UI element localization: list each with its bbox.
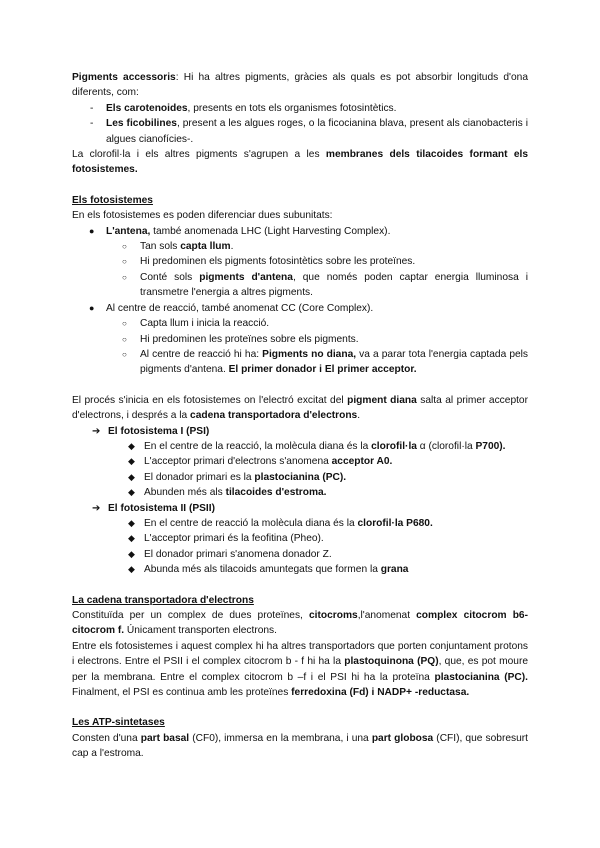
circle-marker: ○ bbox=[122, 334, 127, 344]
circle-marker: ○ bbox=[122, 319, 127, 329]
text: Hi predominen els pigments fotosintètics sobre les proteïnes. bbox=[140, 256, 416, 268]
sublist-item bbox=[108, 470, 528, 485]
text: , que, es pot moure per la membrana. Entre el complex citocrom b –f i el PSI hi ha la proteïna bbox=[72, 656, 528, 683]
text: Al centre de reacció hi ha: bbox=[140, 348, 263, 360]
text: (CF0), immersa en la membrana, i una bbox=[189, 732, 372, 744]
text: Finalment, el PSI es continua amb les proteïnes bbox=[72, 687, 292, 699]
sublist-item bbox=[106, 270, 528, 301]
arrow-icon: ➔ bbox=[92, 425, 101, 437]
text: El donador primari s'anomena donador Z. bbox=[144, 548, 332, 560]
circle-marker: ○ bbox=[122, 349, 127, 359]
subunitats-list bbox=[72, 224, 528, 378]
term: plastocianina (PC). bbox=[434, 671, 528, 683]
term-pigments-accessoris: Pigments accessoris bbox=[72, 72, 176, 83]
list-item bbox=[72, 101, 528, 116]
list-item-psii bbox=[72, 501, 528, 578]
text: , present a les algues roges, o la ficocianina blava, present als cianobacteris i algues cianofícies-. bbox=[106, 118, 528, 145]
diamond-icon: ◆ bbox=[128, 548, 135, 559]
term: Pigments no diana, bbox=[262, 348, 357, 360]
text: Conté sols bbox=[140, 271, 200, 283]
term: Les ficobilines bbox=[106, 118, 177, 130]
circle-marker: ○ bbox=[122, 242, 127, 252]
sublist-item bbox=[106, 332, 528, 347]
term: plastocianina (PC). bbox=[254, 471, 347, 483]
proces-paragraph bbox=[72, 393, 528, 424]
psi-sublist bbox=[108, 439, 528, 501]
text: L'acceptor primari és la feofitina (Pheo). bbox=[144, 533, 324, 545]
diamond-icon: ◆ bbox=[128, 517, 135, 528]
list-item-psi bbox=[72, 424, 528, 501]
bullet-marker: ● bbox=[89, 225, 95, 236]
term: L'antena, bbox=[106, 225, 151, 237]
sublist-item bbox=[108, 454, 528, 469]
text: Abunden més als bbox=[144, 487, 226, 499]
term: grana bbox=[380, 564, 409, 576]
diamond-icon: ◆ bbox=[128, 487, 135, 498]
list-item bbox=[72, 116, 528, 147]
term: P700). bbox=[475, 440, 506, 452]
text: (CFI), que sobresurt cap a l'estroma. bbox=[72, 732, 528, 760]
term: complex citocrom b6-citocrom f. bbox=[72, 610, 528, 637]
bullet-marker: ● bbox=[89, 302, 95, 313]
term: pigment diana bbox=[347, 394, 417, 406]
term: pigments d'antena bbox=[199, 271, 293, 283]
sublist-item bbox=[106, 316, 528, 331]
term: Els carotenoides bbox=[106, 102, 188, 114]
text: Únicament transporten electrons. bbox=[124, 625, 277, 637]
circle-marker: ○ bbox=[122, 257, 127, 267]
paragraph bbox=[72, 608, 528, 639]
arrow-icon: ➔ bbox=[92, 502, 101, 514]
page-content bbox=[72, 70, 528, 762]
text: ,l'anomenat bbox=[357, 610, 417, 621]
centre-sublist bbox=[106, 316, 528, 378]
text: Tan sols bbox=[140, 241, 181, 253]
sublist-item bbox=[106, 347, 528, 378]
text: Entre els fotosistemes i aquest complex hi ha altres transportadors que porten conjuntament protons i electrons. Entre el PSII i el complex citocrom b - f hi ha la bbox=[72, 640, 528, 668]
diamond-icon: ◆ bbox=[128, 564, 135, 575]
term: clorofil·la P680. bbox=[357, 517, 433, 529]
term: tilacoides d'estroma. bbox=[225, 487, 327, 499]
text: En el centre de reacció la molècula diana és la bbox=[144, 517, 358, 529]
term: part globosa bbox=[371, 732, 434, 744]
text: Capta llum i inicia la reacció. bbox=[140, 318, 270, 330]
term: cadena transportadora d'electrons bbox=[190, 410, 358, 422]
diamond-icon: ◆ bbox=[128, 471, 135, 482]
psii-sublist bbox=[108, 516, 528, 578]
term: clorofil·la bbox=[371, 440, 417, 452]
term: citocroms bbox=[308, 610, 358, 621]
sublist-item bbox=[106, 239, 528, 254]
sublist-item bbox=[108, 562, 528, 577]
sublist-item bbox=[108, 516, 528, 531]
sublist-item bbox=[108, 547, 528, 562]
section-heading: Les ATP-sintetases bbox=[72, 717, 165, 729]
fotosistemes-list bbox=[72, 424, 528, 578]
text: Hi predominen les proteïnes sobre els pigments. bbox=[140, 333, 359, 345]
membranes-paragraph bbox=[72, 147, 528, 178]
term: El fotosistema I (PSI) bbox=[108, 425, 210, 437]
term: membranes dels tilacoides formant els fotosistemes. bbox=[72, 149, 528, 176]
section-heading: Els fotosistemes bbox=[72, 194, 153, 206]
sublist-item bbox=[108, 531, 528, 546]
paragraph: En els fotosistemes es poden diferenciar dues subunitats: bbox=[72, 210, 333, 222]
sublist-item bbox=[108, 485, 528, 500]
text: α (clorofil·la bbox=[416, 440, 476, 452]
term: acceptor A0. bbox=[331, 456, 393, 468]
antena-sublist bbox=[106, 239, 528, 301]
text: : Hi ha altres pigments, gràcies als quals es pot absorbir longituds d'ona diferents, com: bbox=[72, 72, 528, 99]
text: El donador primari es la bbox=[144, 471, 255, 483]
circle-marker: ○ bbox=[122, 272, 127, 282]
term: El primer donador i El primer acceptor. bbox=[228, 364, 417, 376]
text: L'acceptor primari d'electrons s'anomena bbox=[144, 456, 332, 468]
text: , presents en tots els organismes fotosintètics. bbox=[187, 102, 397, 114]
text: . bbox=[357, 410, 361, 422]
section-heading: La cadena transportadora d'electrons bbox=[72, 594, 254, 606]
dash-marker: - bbox=[90, 118, 94, 130]
paragraph bbox=[72, 639, 528, 701]
text: El procés s'inicia en els fotosistemes on l'electró excitat del bbox=[72, 394, 348, 406]
dash-marker: - bbox=[90, 102, 94, 114]
text: Al centre de reacció, també anomenat CC (Core Complex). bbox=[106, 302, 374, 314]
pigments-accessoris-paragraph bbox=[72, 70, 528, 101]
diamond-icon: ◆ bbox=[128, 440, 135, 451]
term: El fotosistema II (PSII) bbox=[108, 502, 215, 514]
term: ferredoxina (Fd) i NADP+ -reductasa. bbox=[291, 687, 470, 699]
list-item-antena bbox=[72, 224, 528, 301]
term: capta llum bbox=[180, 241, 231, 253]
text: salta al primer acceptor d'electrons, i després a la bbox=[72, 394, 528, 422]
diamond-icon: ◆ bbox=[128, 533, 135, 544]
list-item-centre bbox=[72, 301, 528, 378]
text: també anomenada LHC (Light Harvesting Complex). bbox=[150, 225, 391, 237]
text: La clorofil·la i els altres pigments s'agrupen a les bbox=[72, 149, 326, 161]
pigments-list bbox=[72, 101, 528, 147]
text: , que només poden captar energia lluminosa i transmetre l'energia a altres pigments. bbox=[140, 271, 528, 299]
diamond-icon: ◆ bbox=[128, 456, 135, 467]
sublist-item bbox=[108, 439, 528, 454]
term: part basal bbox=[140, 732, 190, 744]
sublist-item bbox=[106, 254, 528, 269]
text: . bbox=[230, 241, 234, 253]
text: Constituïda per un complex de dues proteïnes, bbox=[72, 610, 309, 621]
text: va a parar tota l'energia captada pels pigments d'antena. bbox=[140, 348, 529, 376]
text: Consten d'una bbox=[72, 732, 141, 744]
text: Abunda més als tilacoids amuntegats que formen la bbox=[144, 564, 381, 576]
text: En el centre de la reacció, la molècula diana és la bbox=[144, 440, 372, 452]
paragraph bbox=[72, 731, 528, 762]
term: plastoquinona (PQ) bbox=[344, 656, 439, 668]
